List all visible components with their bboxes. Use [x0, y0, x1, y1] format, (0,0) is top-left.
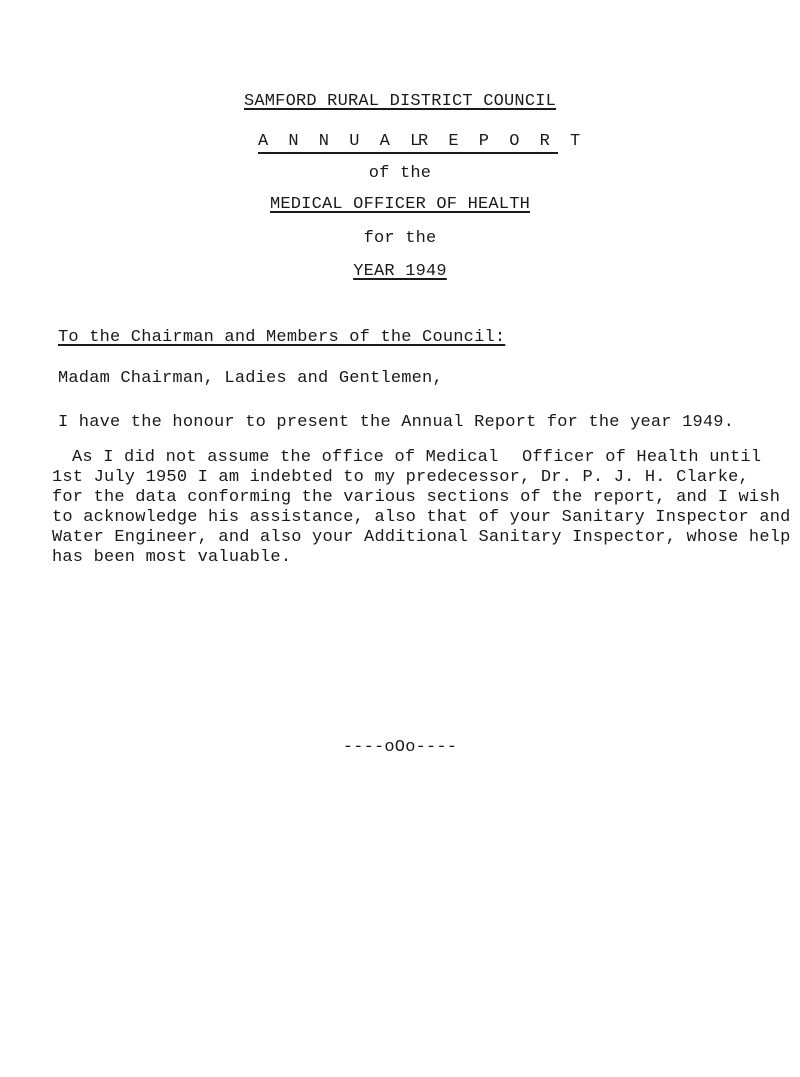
- opening-paragraph: I have the honour to present the Annual Report for the year 1949.: [58, 413, 735, 432]
- of-the-text: of the: [368, 164, 432, 183]
- report-year: [0, 262, 800, 282]
- report-word: R E P O R T: [418, 132, 586, 151]
- council-name: SAMFORD RURAL DISTRICT COUNCIL: [243, 92, 557, 111]
- heading-underline: [258, 152, 558, 154]
- officer-name: MEDICAL OFFICER OF HEALTH: [269, 195, 531, 214]
- annual-word: A N N U A L: [258, 132, 426, 151]
- paragraph-line-tail: Officer of Health until: [522, 448, 762, 467]
- paragraph-line: has been most valuable.: [52, 548, 292, 567]
- salutation: [58, 328, 505, 348]
- year-label: YEAR 1949: [353, 262, 447, 281]
- council-title: [0, 92, 800, 112]
- paragraph-line: As I did not assume the office of Medical: [72, 448, 499, 467]
- section-separator: ----oOo----: [342, 738, 458, 757]
- officer-title: [0, 195, 800, 215]
- salutation-text: To the Chairman and Members of the Council:: [58, 328, 506, 347]
- paragraph-line: for the data conforming the various sections of the report, and I wish: [52, 488, 781, 507]
- paragraph-line: 1st July 1950 I am indebted to my predecessor, Dr. P. J. H. Clarke,: [52, 468, 749, 487]
- for-the-text: for the: [363, 229, 437, 248]
- greeting: Madam Chairman, Ladies and Gentlemen,: [58, 369, 443, 388]
- paragraph-line: Water Engineer, and also your Additional Sanitary Inspector, whose help: [52, 528, 791, 547]
- paragraph-line: to acknowledge his assistance, also that of your Sanitary Inspector and: [52, 508, 791, 527]
